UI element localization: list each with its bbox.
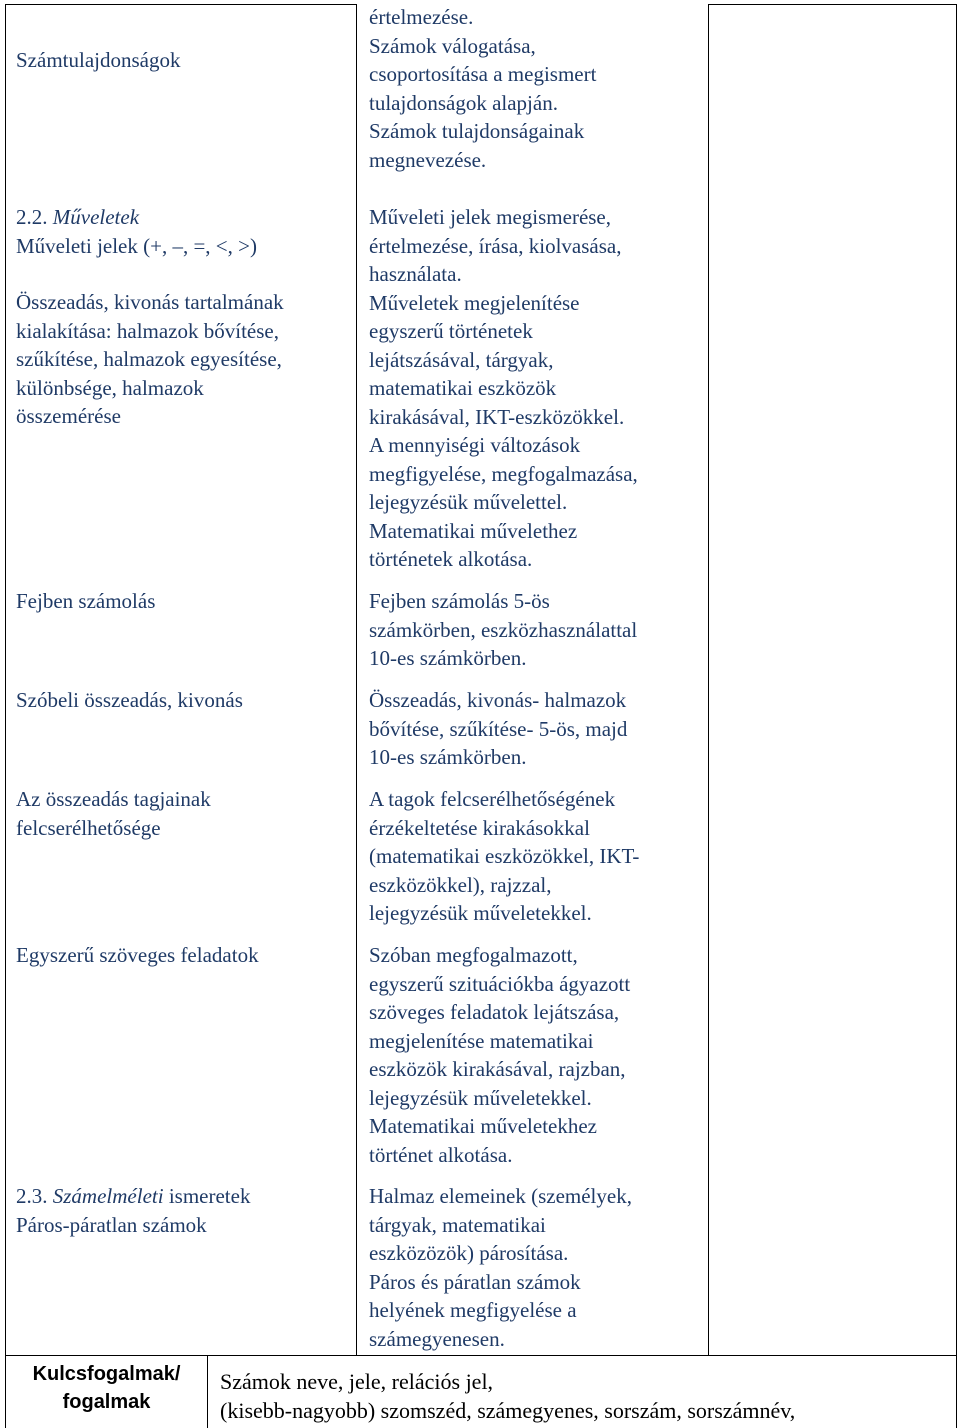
left-cell-felcserelhetoseg (16, 785, 211, 842)
right-cell-line: lejátszásával, tárgyak, (369, 347, 554, 372)
right-cell-line: lejegyzésük műveletekkel. (369, 1085, 592, 1110)
right-cell-line: értelmezése. (369, 5, 474, 29)
left-cell-line: felcserélhetősége (16, 815, 161, 840)
section-heading-2-3 (16, 1182, 250, 1211)
right-cell-line: Számok tulajdonságainak (369, 119, 585, 143)
left-cell-line: Szóbeli összeadás, kivonás (16, 688, 243, 712)
left-cell-szamtulajdonsagok (16, 46, 180, 75)
right-cell-line: eszközök kirakásával, rajzban, (369, 1057, 626, 1081)
right-cell-line: számkörben, eszközhasználattal (369, 617, 638, 642)
left-cell-szoveges-feladatok (16, 941, 259, 970)
footer-text (220, 1367, 795, 1425)
section-title: Műveletek (52, 205, 140, 229)
right-cell-line: Összeadás, kivonás- halmazok (369, 688, 627, 712)
left-cell-line: Műveleti jelek (+, –, =, <, >) (16, 233, 257, 258)
right-cell-line: lejegyzésük műveletekkel. (369, 901, 592, 925)
right-cell-line: 10-es számkörben. (369, 646, 527, 670)
right-cell-line: tárgyak, matematikai (369, 1212, 546, 1237)
right-cell-line: egyszerű történetek (369, 319, 533, 343)
section-heading-2-2 (16, 203, 257, 232)
left-cell-line: Egyszerű szöveges feladatok (16, 943, 259, 967)
right-cell-line: matematikai eszközök (369, 376, 557, 400)
right-cell-line: szöveges feladatok lejátszása, (369, 1000, 620, 1024)
section-title-rest: ismeretek (163, 1184, 251, 1208)
footer-column-divider (207, 1355, 208, 1428)
right-cell-line: megjelenítése matematikai (369, 1028, 594, 1053)
right-cell-line: eszközözök) párosítása. (369, 1241, 569, 1265)
right-cell-line: 10-es számkörben. (369, 745, 527, 769)
right-cell-line: eszközökkel), rajzzal, (369, 872, 552, 897)
left-cell-osszeadas-kivonas (16, 288, 284, 431)
right-cell-szoveges-feladatok (369, 941, 630, 1169)
right-cell-line: Matematikai műveletekhez (369, 1114, 597, 1138)
table-border-right-upper (708, 4, 709, 1355)
section-number: 2.3. (16, 1184, 53, 1208)
right-cell-line: történetek alkotása. (369, 547, 533, 571)
left-cell-line: összemérése (16, 404, 121, 428)
footer-label (6, 1360, 207, 1416)
right-cell-felcserelhetoseg (369, 785, 639, 928)
right-cell-line: Fejben számolás 5-ös (369, 589, 550, 613)
right-cell-line: értelmezése, írása, kiolvasása, (369, 233, 622, 258)
right-cell-line: Halmaz elemeinek (személyek, (369, 1184, 632, 1208)
table-border-top (708, 4, 957, 5)
left-cell-line: különbsége, halmazok (16, 375, 204, 400)
left-cell-line: Az összeadás tagjainak (16, 787, 211, 811)
right-cell-line: Műveletek megjelenítése (369, 290, 580, 315)
right-cell-line: lejegyzésük művelettel. (369, 490, 568, 514)
right-cell-line: érzékeltetése kirakásokkal (369, 815, 590, 840)
left-cell-line: kialakítása: halmazok bővítése, (16, 318, 279, 343)
right-cell-szamelmelet (369, 1182, 632, 1353)
right-cell-line: A mennyiségi változások (369, 433, 581, 457)
table-column-divider (356, 4, 357, 1355)
right-cell-line: kirakásával, IKT-eszközökkel. (369, 404, 625, 429)
right-cell-line: Számok válogatása, (369, 33, 536, 58)
section-title: Számelméleti (52, 1184, 164, 1208)
right-cell-line: csoportosítása a megismert (369, 62, 597, 86)
left-cell-szobeli (16, 686, 243, 715)
right-cell-line: történet alkotása. (369, 1142, 513, 1167)
right-cell-line: használata. (369, 262, 462, 286)
right-cell-line: Szóban megfogalmazott, (369, 943, 578, 967)
right-cell-szobeli (369, 686, 627, 772)
right-cell-line: A tagok felcserélhetőségének (369, 787, 616, 811)
left-cell-line: Számtulajdonságok (16, 48, 181, 72)
right-cell-line: egyszerű szituációkba ágyazott (369, 971, 631, 996)
left-cell-line: Összeadás, kivonás tartalmának (16, 290, 284, 314)
left-cell-line: Fejben számolás (16, 589, 156, 613)
right-cell-line: helyének megfigyelése a (369, 1298, 577, 1322)
right-cell-line: Páros és páratlan számok (369, 1269, 581, 1294)
left-cell-line: Páros-páratlan számok (16, 1212, 207, 1237)
right-cell-line: (matematikai eszközökkel, IKT- (369, 844, 640, 868)
left-cell-szamelmelet (16, 1182, 250, 1239)
table-border-right (956, 4, 957, 1428)
right-cell-line: bővítése, szűkítése- 5-ös, majd (369, 716, 628, 741)
right-cell-fejben-szamolas (369, 587, 637, 673)
left-cell-muveletek (16, 203, 257, 260)
right-cell-muveletek (369, 203, 638, 574)
right-cell-line: Műveleti jelek megismerése, (369, 205, 612, 229)
section-number: 2.2. (16, 205, 53, 229)
right-cell-line: megnevezése. (369, 147, 487, 172)
left-cell-line: szűkítése, halmazok egyesítése, (16, 347, 282, 371)
footer-label-line: fogalmak (62, 1391, 151, 1413)
table-border-top-left (5, 4, 356, 5)
left-cell-fejben-szamolas (16, 587, 155, 616)
right-cell-line: megfigyelése, megfogalmazása, (369, 461, 638, 486)
right-cell-szamtulajdonsagok (369, 3, 596, 174)
footer-label-line: Kulcsfogalmak/ (32, 1363, 181, 1385)
right-cell-line: tulajdonságok alapján. (369, 90, 558, 115)
table-border-left (5, 4, 6, 1428)
footer-text-line: (kisebb-nagyobb) szomszéd, számegyenes, sorszám, sorszámnév, (220, 1398, 796, 1423)
footer-text-line: Számok neve, jele, relációs jel, (220, 1369, 494, 1394)
right-cell-line: Matematikai művelethez (369, 518, 578, 543)
footer-separator-line (5, 1355, 957, 1356)
right-cell-line: számegyenesen. (369, 1326, 505, 1351)
